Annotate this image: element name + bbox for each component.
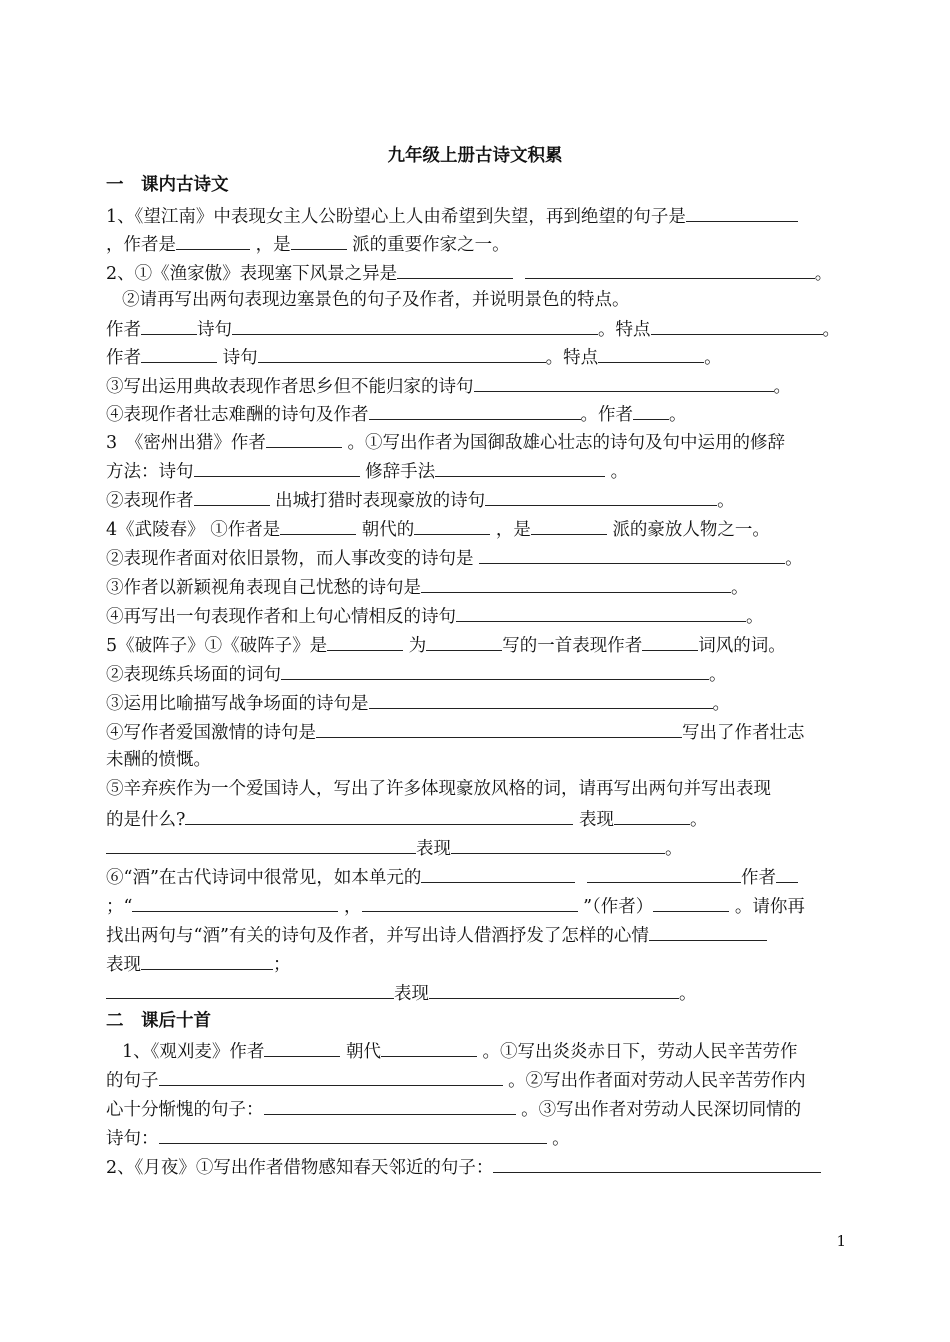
question-text: 。 <box>712 694 730 714</box>
question-line <box>122 287 630 313</box>
question-line <box>106 343 722 369</box>
question-text: ③运用比喻描写战争场面的诗句是 <box>106 694 369 714</box>
question-text: 。 <box>610 462 629 482</box>
question-line <box>106 660 727 686</box>
question-text: ②表现作者面对依旧景物，而人事改变的诗句是 <box>106 549 474 569</box>
question-text: 诗句 <box>222 348 258 368</box>
question-text: 1、《观刈麦》作者 <box>122 1042 265 1062</box>
question-text: 1、《望江南》中表现女主人公盼望心上人由希望到失望，再到绝望的句子是 <box>106 207 686 227</box>
answer-blank[interactable] <box>381 1037 477 1057</box>
question-line <box>106 776 771 802</box>
question-text: 5《破阵子》①《破阵子》是 <box>106 636 328 656</box>
question-text: 作者 <box>106 320 141 340</box>
answer-blank[interactable] <box>429 979 679 999</box>
answer-blank[interactable] <box>327 631 403 651</box>
question-text: ，是 <box>255 235 291 255</box>
answer-blank[interactable] <box>456 602 746 622</box>
answer-blank[interactable] <box>414 515 490 535</box>
question-line <box>106 259 832 285</box>
question-text: 派的重要作家之一。 <box>352 235 510 255</box>
answer-blank[interactable] <box>106 834 416 854</box>
question-text: 。特点 <box>598 320 651 340</box>
question-text: 为 <box>408 636 427 656</box>
answer-blank[interactable] <box>587 863 741 883</box>
question-text: 。请你再 <box>734 897 805 917</box>
answer-blank[interactable] <box>159 1066 503 1086</box>
question-text: 2、《月夜》①写出作者借物感知春天邻近的句子： <box>106 1158 494 1178</box>
answer-blank[interactable] <box>141 950 273 970</box>
answer-blank[interactable] <box>369 689 713 709</box>
question-text: 作者 <box>740 868 776 888</box>
question-text: 。 <box>822 320 840 340</box>
question-line <box>106 315 840 341</box>
answer-blank[interactable] <box>281 660 709 680</box>
question-text: ③作者以新颖视角表现自己忧愁的诗句是 <box>106 578 421 598</box>
answer-blank[interactable] <box>141 343 217 363</box>
answer-blank[interactable] <box>106 979 394 999</box>
answer-blank[interactable] <box>451 834 665 854</box>
question-text: 。 <box>814 264 833 284</box>
question-text: 。 <box>717 491 735 511</box>
question-text: 。 <box>785 549 803 569</box>
question-text: 。①写出作者为国御敌雄心壮志的诗句及句中运用的修辞 <box>347 433 785 453</box>
answer-blank[interactable] <box>426 631 502 651</box>
question-line <box>106 602 764 628</box>
question-text: 朝代 <box>345 1042 381 1062</box>
question-text: 派的豪放人物之一。 <box>612 520 770 540</box>
question-text: 诗句： <box>106 1129 159 1149</box>
answer-blank[interactable] <box>176 230 250 250</box>
question-text: 。 <box>746 607 764 627</box>
answer-blank[interactable] <box>362 892 578 912</box>
question-text: 作者 <box>106 348 141 368</box>
question-text: ，是 <box>495 520 531 540</box>
answer-blank[interactable] <box>232 315 598 335</box>
question-text: 出城打猎时表现豪放的诗句 <box>275 491 486 511</box>
question-text: 表现 <box>106 955 141 975</box>
section-heading-2: 二 课后十首 <box>106 1011 211 1031</box>
question-line <box>106 892 805 918</box>
answer-blank[interactable] <box>776 863 798 883</box>
question-line <box>106 515 770 541</box>
answer-blank[interactable] <box>598 343 704 363</box>
answer-blank[interactable] <box>633 400 669 420</box>
answer-blank[interactable] <box>280 515 356 535</box>
answer-blank[interactable] <box>194 457 360 477</box>
question-text: ④再写出一句表现作者和上句心情相反的诗句 <box>106 607 456 627</box>
question-text: 。 <box>689 810 708 830</box>
question-text: 。特点 <box>545 348 599 368</box>
question-text: ④写作者爱国激情的诗句是 <box>106 723 316 743</box>
question-line <box>106 230 510 256</box>
answer-blank[interactable] <box>649 921 767 941</box>
question-line <box>106 457 628 483</box>
question-line <box>106 950 291 976</box>
question-text: 找出两句与“酒”有关的诗句及作者，并写出诗人借酒抒发了怎样的心情 <box>106 926 649 946</box>
question-text: 4《武陵春》 ①作者是 <box>106 520 281 540</box>
question-text: 。 <box>679 984 697 1004</box>
question-text: 写出了作者壮志 <box>682 723 805 743</box>
question-line <box>106 921 767 947</box>
question-line <box>106 202 798 228</box>
question-line <box>106 689 730 715</box>
question-text: 。②写出作者面对劳动人民辛苦劳作内 <box>508 1071 806 1091</box>
question-line <box>106 372 791 398</box>
question-text: 方法：诗句 <box>106 462 194 482</box>
question-text: 。 <box>665 839 683 859</box>
page-title: 九年级上册古诗文积累 <box>387 146 563 166</box>
question-text: ⑥“酒”在古代诗词中很常见，如本单元的 <box>106 868 422 888</box>
answer-blank[interactable] <box>397 259 513 279</box>
question-text: 2、①《渔家傲》表现塞下风景之异是 <box>106 264 398 284</box>
question-text: 表现 <box>578 810 614 830</box>
question-text: ②表现练兵场面的词句 <box>106 665 281 685</box>
answer-blank[interactable] <box>369 400 581 420</box>
question-text: 。 <box>552 1129 570 1149</box>
question-text: ⑤辛弃疾作为一个爱国诗人，写出了许多体现豪放风格的词，请再写出两句并写出表现 <box>106 779 771 799</box>
answer-blank[interactable] <box>531 515 607 535</box>
question-text: 。①写出炎炎赤日下，劳动人民辛苦劳作 <box>482 1042 798 1062</box>
answer-blank[interactable] <box>642 631 698 651</box>
question-line <box>106 805 707 831</box>
question-text: 诗句 <box>197 320 232 340</box>
answer-blank[interactable] <box>493 1153 821 1173</box>
answer-blank[interactable] <box>651 315 823 335</box>
answer-blank[interactable] <box>421 863 575 883</box>
question-text: 。 <box>704 348 722 368</box>
question-text: 表现 <box>416 839 451 859</box>
question-text: 。 <box>709 665 727 685</box>
question-line <box>122 1037 798 1063</box>
answer-blank[interactable] <box>185 805 573 825</box>
answer-blank[interactable] <box>264 1037 340 1057</box>
question-line <box>106 631 786 657</box>
answer-blank[interactable] <box>159 1124 547 1144</box>
question-text: 3 《密州出猎》作者 <box>106 433 266 453</box>
question-text: ③写出运用典故表现作者思乡但不能归家的诗句 <box>106 377 474 397</box>
answer-blank[interactable] <box>141 315 197 335</box>
answer-blank[interactable] <box>479 544 785 564</box>
answer-blank[interactable] <box>686 202 798 222</box>
answer-blank[interactable] <box>525 259 815 279</box>
question-line <box>106 400 687 426</box>
section-heading-1: 一 课内古诗文 <box>106 175 229 195</box>
question-line <box>106 486 735 512</box>
answer-blank[interactable] <box>474 372 774 392</box>
answer-blank[interactable] <box>653 892 729 912</box>
question-text: ， <box>344 897 362 917</box>
question-line <box>106 1124 570 1150</box>
answer-blank[interactable] <box>614 805 690 825</box>
question-line <box>106 573 749 599</box>
question-text: 的句子 <box>106 1071 159 1091</box>
question-text: 。作者 <box>580 405 633 425</box>
question-text: 。 <box>669 405 687 425</box>
question-text: ②表现作者 <box>106 491 194 511</box>
answer-blank[interactable] <box>264 1095 516 1115</box>
question-text: 心十分惭愧的句子： <box>106 1100 264 1120</box>
question-text: 。③写出作者对劳动人民深切同情的 <box>521 1100 802 1120</box>
question-text: ；“ <box>106 897 133 917</box>
question-text: ④表现作者壮志难酬的诗句及作者 <box>106 405 369 425</box>
answer-blank[interactable] <box>258 343 546 363</box>
question-line <box>106 1153 821 1179</box>
question-line <box>106 544 803 570</box>
answer-blank[interactable] <box>485 486 717 506</box>
question-line <box>106 1095 801 1121</box>
answer-blank[interactable] <box>316 718 682 738</box>
question-text: 朝代的 <box>361 520 415 540</box>
answer-blank[interactable] <box>266 428 342 448</box>
question-text: ； <box>273 955 291 975</box>
question-text: 表现 <box>394 984 429 1004</box>
question-line <box>106 1066 806 1092</box>
page-number: 1 <box>836 1232 846 1250</box>
answer-blank[interactable] <box>291 230 347 250</box>
answer-blank[interactable] <box>435 457 605 477</box>
question-line <box>106 428 785 454</box>
question-text: 未酬的愤慨。 <box>106 750 211 770</box>
question-text: ②请再写出两句表现边塞景色的句子及作者，并说明景色的特点。 <box>122 290 630 310</box>
question-text: ，作者是 <box>106 235 176 255</box>
question-text: 词风的词。 <box>698 636 786 656</box>
question-text: 。 <box>773 377 791 397</box>
question-text: 修辞手法 <box>365 462 436 482</box>
answer-blank[interactable] <box>421 573 731 593</box>
question-text: 。 <box>731 578 749 598</box>
answer-blank[interactable] <box>194 486 270 506</box>
answer-blank[interactable] <box>132 892 338 912</box>
question-line <box>106 718 805 744</box>
question-line <box>106 747 211 773</box>
question-text: 的是什么? <box>106 810 186 830</box>
question-line <box>106 863 798 889</box>
question-line <box>106 834 683 860</box>
question-line <box>106 979 697 1005</box>
question-text: ”（作者） <box>583 897 654 917</box>
question-text: 写的一首表现作者 <box>502 636 643 656</box>
